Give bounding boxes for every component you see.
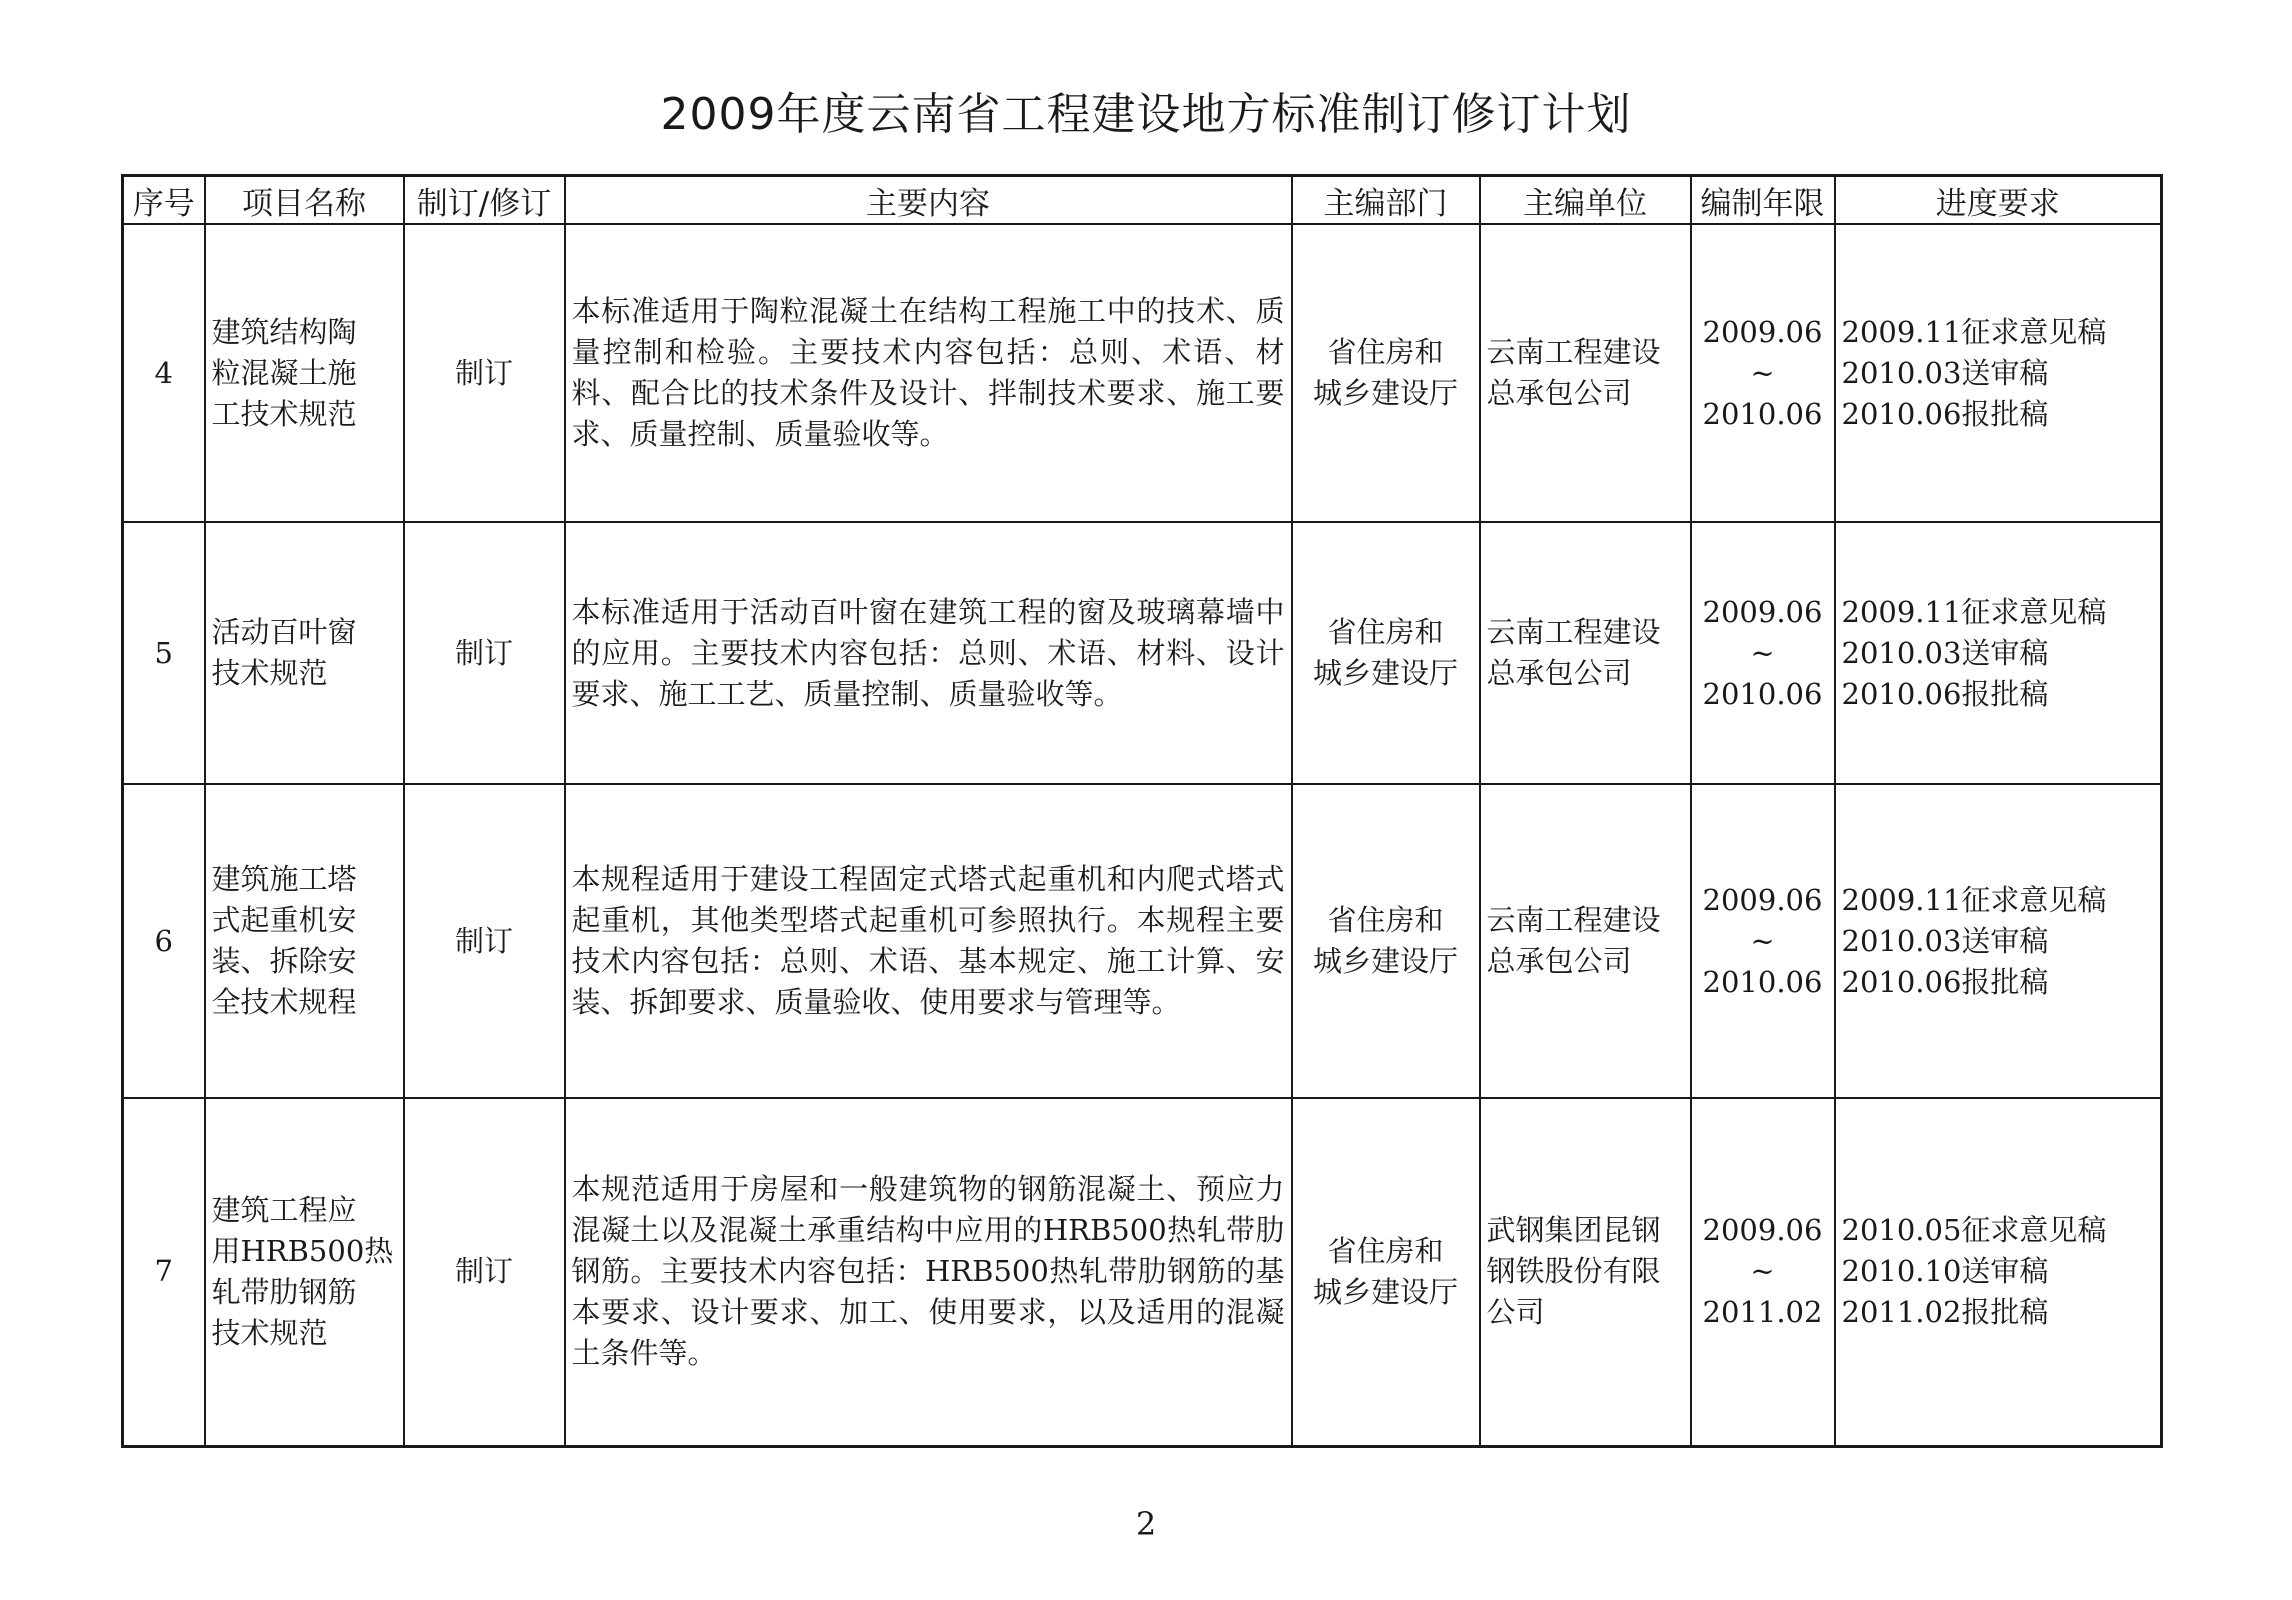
dept-line: 省住房和: [1327, 903, 1444, 937]
cell-content: 本规范适用于房屋和一般建筑物的钢筋混凝土、预应力混凝土以及混凝土承重结构中应用的HRB500热轧带肋钢筋。主要技术内容包括：HRB500热轧带肋钢筋的基本要求、设计要求、加工、使用要求，以及适用的混凝土条件等。: [565, 1098, 1292, 1446]
period-end: 2011.02: [1702, 1295, 1823, 1330]
progress-line: 2010.06报批稿: [1841, 676, 2049, 711]
table-row: [123, 1098, 2162, 1446]
table-row: [123, 522, 2162, 784]
progress-line: 2010.05征求意见稿: [1841, 1213, 2107, 1248]
dept-line: 城乡建设厅: [1312, 1274, 1458, 1309]
period-sep: ~: [1750, 635, 1775, 670]
progress-line: 2009.11征求意见稿: [1841, 314, 2107, 349]
progress-line: 2010.06报批稿: [1841, 964, 2049, 999]
cell-content: 本标准适用于陶粒混凝土在结构工程施工中的技术、质量控制和检验。主要技术内容包括：总则、术语、材料、配合比的技术条件及设计、拌制技术要求、施工要求、质量控制、质量验收等。: [565, 224, 1292, 522]
progress-line: 2010.10送审稿: [1841, 1254, 2049, 1289]
cell-progress: [1835, 784, 2162, 1098]
standards-plan-table: [121, 174, 2163, 1448]
cell-no: 5: [123, 522, 205, 784]
header-type: 制订/修订: [404, 176, 565, 225]
cell-type: 制订: [404, 784, 565, 1098]
unit-line: 云南工程建设: [1486, 335, 1661, 369]
name-line: 工技术规范: [211, 396, 357, 431]
header-no: 序号: [123, 176, 205, 225]
header-name: 项目名称: [205, 176, 404, 225]
period-start: 2009.06: [1702, 1213, 1823, 1248]
cell-period: [1691, 224, 1835, 522]
progress-line: 2010.03送审稿: [1841, 635, 2049, 670]
dept-line: 城乡建设厅: [1312, 376, 1458, 410]
period-sep: ~: [1750, 923, 1775, 958]
cell-progress: [1835, 1098, 2162, 1446]
cell-period: [1691, 1098, 1835, 1446]
name-line: 建筑施工塔: [211, 862, 357, 896]
name-line: 技术规范: [211, 1315, 328, 1350]
cell-unit: [1480, 522, 1691, 784]
table-row: [123, 224, 2162, 522]
cell-progress: [1835, 224, 2162, 522]
cell-period: [1691, 784, 1835, 1098]
dept-line: 城乡建设厅: [1312, 944, 1458, 978]
cell-name: [205, 224, 404, 522]
period-start: 2009.06: [1702, 594, 1823, 629]
header-content: 主要内容: [565, 176, 1292, 225]
progress-line: 2010.03送审稿: [1841, 923, 2049, 958]
cell-dept: [1292, 522, 1480, 784]
period-end: 2010.06: [1702, 676, 1823, 711]
cell-content: 本规程适用于建设工程固定式塔式起重机和内爬式塔式起重机，其他类型塔式起重机可参照执行。本规程主要技术内容包括：总则、术语、基本规定、施工计算、安装、拆卸要求、质量验收、使用要求与管理等。: [565, 784, 1292, 1098]
cell-unit: [1480, 1098, 1691, 1446]
cell-type: 制订: [404, 1098, 565, 1446]
cell-content: 本标准适用于活动百叶窗在建筑工程的窗及玻璃幕墙中的应用。主要技术内容包括：总则、术语、材料、设计要求、施工工艺、质量控制、质量验收等。: [565, 522, 1292, 784]
cell-dept: [1292, 784, 1480, 1098]
name-line: 轧带肋钢筋: [211, 1274, 357, 1309]
name-line: 技术规范: [211, 656, 328, 690]
cell-name: [205, 1098, 404, 1446]
unit-line: 公司: [1486, 1295, 1545, 1330]
progress-line: 2009.11征求意见稿: [1841, 882, 2107, 917]
period-start: 2009.06: [1702, 882, 1823, 917]
cell-type: 制订: [404, 224, 565, 522]
name-line: 活动百叶窗: [211, 615, 357, 649]
page-title: 2009年度云南省工程建设地方标准制订修订计划: [660, 89, 1632, 140]
header-row: [123, 176, 2162, 225]
cell-name: [205, 522, 404, 784]
header-period: 编制年限: [1691, 176, 1835, 225]
cell-dept: [1292, 1098, 1480, 1446]
unit-line: 总承包公司: [1486, 944, 1632, 978]
unit-line: 武钢集团昆钢: [1486, 1213, 1661, 1248]
unit-line: 总承包公司: [1486, 656, 1632, 690]
cell-type: 制订: [404, 522, 565, 784]
unit-line: 钢铁股份有限: [1486, 1254, 1661, 1289]
name-line: 建筑结构陶: [211, 314, 357, 349]
name-line: 建筑工程应: [211, 1192, 357, 1227]
dept-line: 省住房和: [1327, 335, 1444, 369]
progress-line: 2009.11征求意见稿: [1841, 594, 2107, 629]
period-end: 2010.06: [1702, 964, 1823, 999]
progress-line: 2010.03送审稿: [1841, 355, 2049, 390]
table-row: [123, 784, 2162, 1098]
cell-unit: [1480, 224, 1691, 522]
cell-dept: [1292, 224, 1480, 522]
period-sep: ~: [1750, 355, 1775, 390]
cell-no: 4: [123, 224, 205, 522]
cell-period: [1691, 522, 1835, 784]
cell-unit: [1480, 784, 1691, 1098]
name-line: 式起重机安: [211, 903, 357, 937]
header-progress: 进度要求: [1835, 176, 2162, 225]
dept-line: 省住房和: [1327, 615, 1444, 649]
header-dept: 主编部门: [1292, 176, 1480, 225]
name-line: 用HRB500热: [211, 1233, 394, 1268]
period-end: 2010.06: [1702, 396, 1823, 431]
name-line: 装、拆除安: [211, 944, 357, 978]
page-number: 2: [1135, 1505, 1157, 1543]
unit-line: 云南工程建设: [1486, 615, 1661, 649]
header-unit: 主编单位: [1480, 176, 1691, 225]
progress-line: 2011.02报批稿: [1841, 1295, 2049, 1330]
progress-line: 2010.06报批稿: [1841, 396, 2049, 431]
cell-no: 7: [123, 1098, 205, 1446]
cell-progress: [1835, 522, 2162, 784]
unit-line: 云南工程建设: [1486, 903, 1661, 937]
name-line: 全技术规程: [211, 985, 357, 1019]
unit-line: 总承包公司: [1486, 376, 1632, 410]
period-sep: ~: [1750, 1254, 1775, 1289]
cell-no: 6: [123, 784, 205, 1098]
dept-line: 城乡建设厅: [1312, 656, 1458, 690]
cell-name: [205, 784, 404, 1098]
dept-line: 省住房和: [1327, 1233, 1444, 1268]
period-start: 2009.06: [1702, 314, 1823, 349]
name-line: 粒混凝土施: [211, 355, 357, 390]
